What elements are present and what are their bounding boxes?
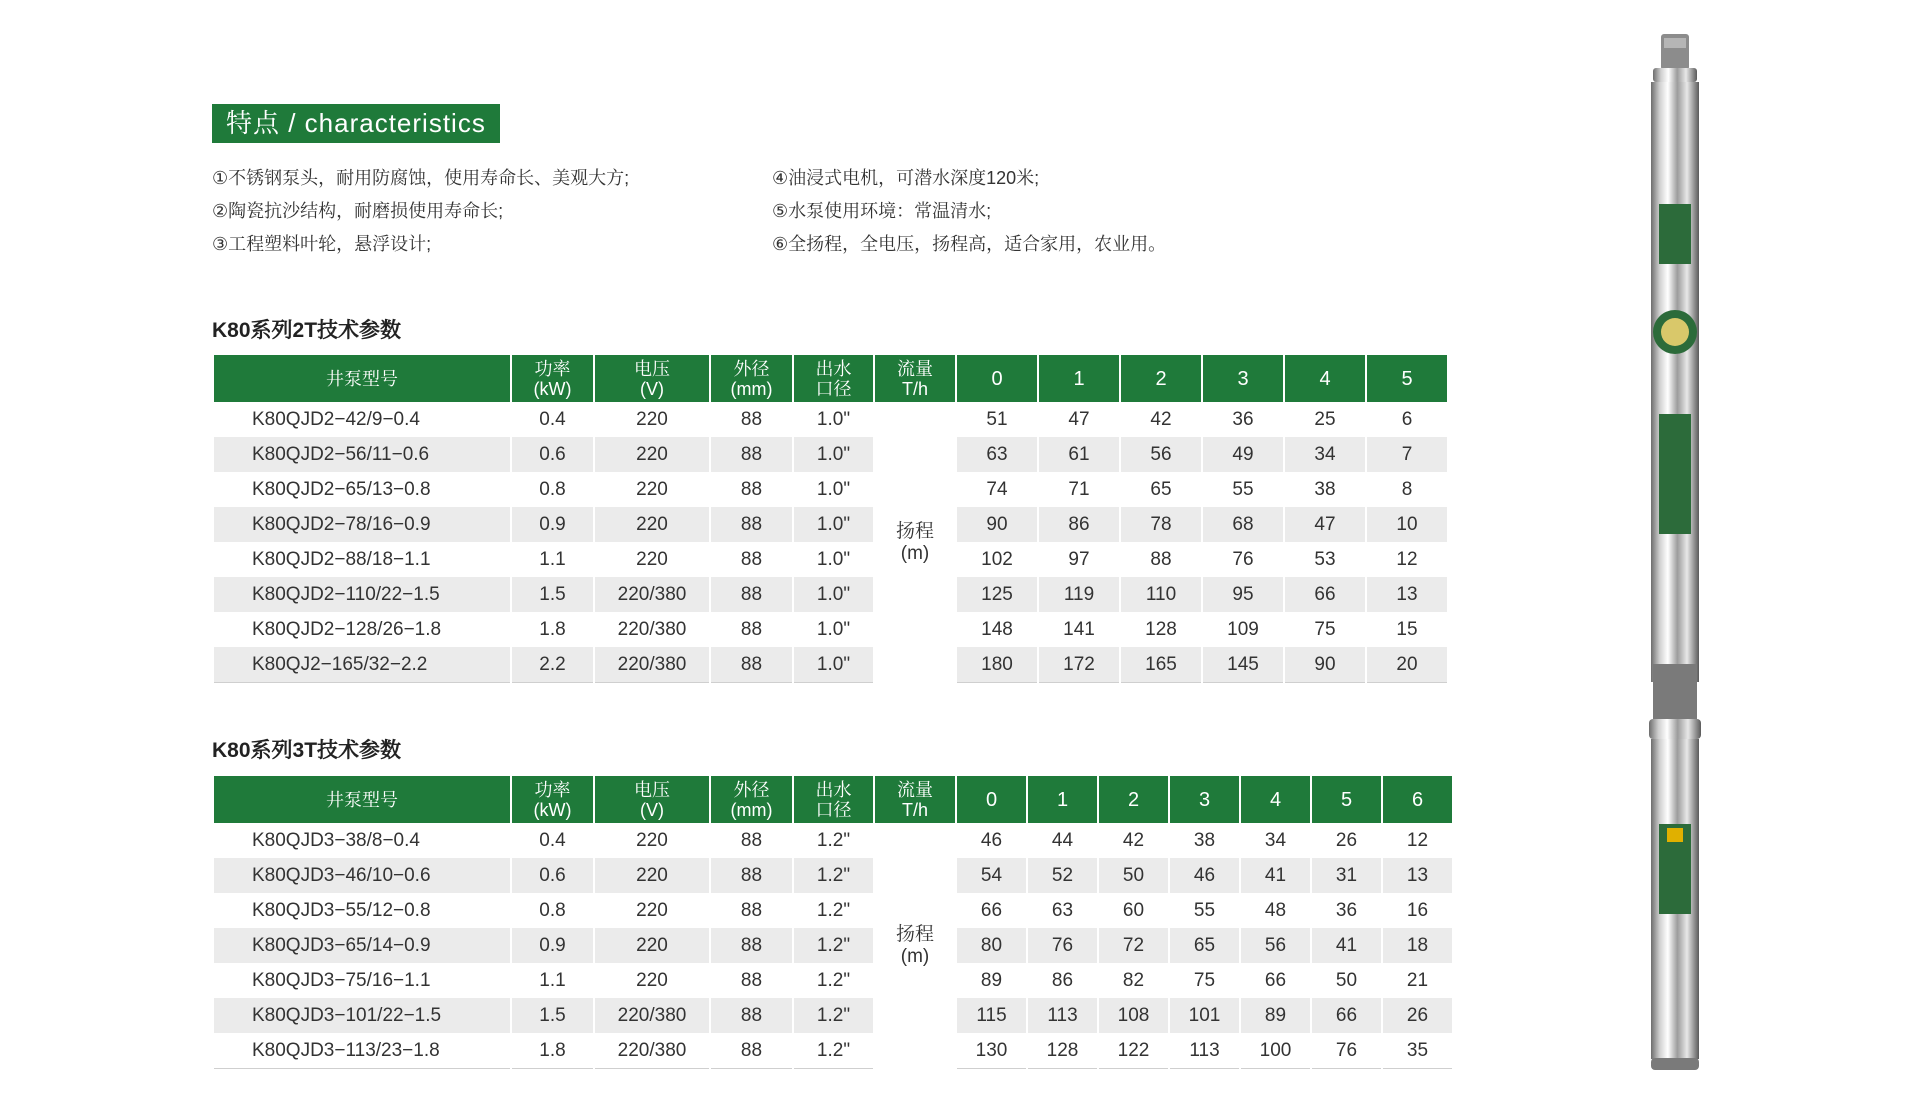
table-cell: 220 xyxy=(636,899,668,921)
table-cell: 56 xyxy=(1241,928,1310,963)
table-cell: K80QJD2−110/22−1.5 xyxy=(214,577,510,612)
table-cell: 26 xyxy=(1383,998,1452,1033)
table-cell: 141 xyxy=(1063,618,1095,640)
column-header: 0 xyxy=(957,776,1026,823)
table-cell: 6 xyxy=(1401,408,1413,430)
table-cell: 52 xyxy=(1028,858,1097,893)
table-cell: K80QJD2−42/9−0.4 xyxy=(252,408,420,430)
table-cell: 119 xyxy=(1039,577,1119,612)
table-cell: 1.8 xyxy=(539,618,566,640)
table-cell: 16 xyxy=(1406,899,1429,921)
table-row xyxy=(214,472,1447,507)
table-cell: 220/380 xyxy=(595,647,709,683)
table-cell: 47 xyxy=(1068,408,1090,430)
table-cell: 74 xyxy=(986,478,1008,500)
table-cell: 108 xyxy=(1099,998,1168,1033)
table-cell: 41 xyxy=(1241,858,1310,893)
table-cell: 220 xyxy=(636,969,668,991)
spec-table-3t xyxy=(212,776,1454,1069)
column-header: 功率 (kW) xyxy=(512,776,593,823)
table-cell: 75 xyxy=(1314,618,1336,640)
feature-item: ⑥全扬程，全电压，扬程高，适合家用，农业用。 xyxy=(772,234,1167,254)
table-cell: 90 xyxy=(957,507,1037,542)
table-cell: 1.0" xyxy=(794,647,873,683)
table-cell: 47 xyxy=(1285,507,1365,542)
column-header: 2 xyxy=(1121,355,1201,402)
table-cell: 220 xyxy=(636,829,668,851)
table-cell: 1.0" xyxy=(794,437,873,472)
table-cell: 102 xyxy=(981,548,1013,570)
table-cell: 72 xyxy=(1099,928,1168,963)
table-cell: 12 xyxy=(1406,829,1429,851)
table-cell: 1.2" xyxy=(794,998,873,1033)
table-row xyxy=(214,928,1452,963)
table-row xyxy=(214,577,1447,612)
table-cell: 49 xyxy=(1203,437,1283,472)
table-cell: 145 xyxy=(1203,647,1283,683)
table-cell: 26 xyxy=(1335,829,1358,851)
column-header: 电压 (V) xyxy=(595,355,709,402)
column-header: 5 xyxy=(1367,355,1447,402)
table-cell: 18 xyxy=(1383,928,1452,963)
table-cell: 88 xyxy=(711,507,792,542)
table-cell: 89 xyxy=(1241,998,1310,1033)
table-cell: 148 xyxy=(981,618,1013,640)
table-cell: 110 xyxy=(1121,577,1201,612)
table-cell: 0.6 xyxy=(512,858,593,893)
table-cell: 165 xyxy=(1121,647,1201,683)
table-cell: 88 xyxy=(1150,548,1172,570)
table-cell: 76 xyxy=(1028,928,1097,963)
column-header: 电压 (V) xyxy=(595,776,709,823)
table-row xyxy=(214,858,1452,893)
table-cell: 115 xyxy=(957,998,1026,1033)
table-cell: 220 xyxy=(595,437,709,472)
feature-list xyxy=(212,166,1212,257)
head-label: 扬程 (m) xyxy=(875,402,955,683)
table-header-row xyxy=(214,776,1452,823)
table-row xyxy=(214,963,1452,998)
table-cell: 42 xyxy=(1150,408,1172,430)
table-cell: 0.9 xyxy=(512,507,593,542)
column-header: 井泵型号 xyxy=(214,355,510,402)
table-cell: 55 xyxy=(1232,478,1254,500)
submersible-pump-illustration xyxy=(1645,34,1705,1070)
table-cell: 1.0" xyxy=(794,577,873,612)
table-row xyxy=(214,998,1452,1033)
table-cell: 66 xyxy=(1312,998,1381,1033)
table-cell: 60 xyxy=(1122,899,1145,921)
column-header: 流量 T/h xyxy=(875,776,955,823)
table-cell: 220/380 xyxy=(595,577,709,612)
column-header: 出水 口径 xyxy=(794,355,873,402)
table-cell: 46 xyxy=(1170,858,1239,893)
table-cell: 86 xyxy=(1039,507,1119,542)
table-cell: 1.0" xyxy=(816,478,851,500)
table-cell: K80QJD3−38/8−0.4 xyxy=(252,829,420,851)
table-cell: 15 xyxy=(1396,618,1418,640)
table-cell: K80QJD3−101/22−1.5 xyxy=(214,998,510,1033)
table-cell: 220 xyxy=(595,858,709,893)
table-cell: 1.1 xyxy=(539,548,566,570)
table-cell: 2.2 xyxy=(512,647,593,683)
table-cell: 71 xyxy=(1068,478,1090,500)
table-cell: 1.2" xyxy=(794,928,873,963)
table-cell: 80 xyxy=(957,928,1026,963)
column-header: 4 xyxy=(1241,776,1310,823)
table-row xyxy=(214,1033,1452,1069)
feature-item: ②陶瓷抗沙结构，耐磨损使用寿命长; xyxy=(212,201,504,221)
table-cell: 86 xyxy=(1051,969,1074,991)
table-cell: 109 xyxy=(1227,618,1259,640)
table-cell: 35 xyxy=(1383,1033,1452,1069)
table-cell: 113 xyxy=(1170,1033,1239,1069)
spec-table-2t xyxy=(212,355,1449,683)
column-header: 5 xyxy=(1312,776,1381,823)
table-cell: K80QJD2−78/16−0.9 xyxy=(214,507,510,542)
table-cell: 100 xyxy=(1241,1033,1310,1069)
table-cell: 0.4 xyxy=(539,829,566,851)
table-cell: 63 xyxy=(957,437,1037,472)
table-cell: 125 xyxy=(957,577,1037,612)
table-cell: 36 xyxy=(1335,899,1358,921)
table-row xyxy=(214,647,1447,683)
table-cell: 220 xyxy=(636,478,668,500)
table-cell: 36 xyxy=(1232,408,1254,430)
table-cell: 88 xyxy=(740,618,763,640)
table-cell: K80QJD2−128/26−1.8 xyxy=(252,618,442,640)
table-cell: 1.0" xyxy=(816,548,851,570)
table-cell: 54 xyxy=(957,858,1026,893)
table-cell: 1.0" xyxy=(816,618,851,640)
table-cell: 220 xyxy=(636,408,668,430)
table-cell: 1.0" xyxy=(816,408,851,430)
table-cell: K80QJD3−113/23−1.8 xyxy=(214,1033,510,1069)
table-cell: 78 xyxy=(1121,507,1201,542)
table-cell: 1.1 xyxy=(539,969,566,991)
table-cell: 1.2" xyxy=(816,969,851,991)
table-cell: 63 xyxy=(1051,899,1074,921)
table-cell: 88 xyxy=(740,548,763,570)
table-cell: 1.2" xyxy=(794,1033,873,1069)
feature-item: ④油浸式电机，可潜水深度120米; xyxy=(772,168,1040,188)
table-cell: K80QJD2−56/11−0.6 xyxy=(214,437,510,472)
column-header: 1 xyxy=(1028,776,1097,823)
table-cell: K80QJD2−88/18−1.1 xyxy=(252,548,431,570)
table-cell: 88 xyxy=(740,899,763,921)
table-cell: 220/380 xyxy=(595,998,709,1033)
column-header: 1 xyxy=(1039,355,1119,402)
table-cell: 1.2" xyxy=(816,899,851,921)
table-row xyxy=(214,402,1447,437)
table-cell: 50 xyxy=(1335,969,1358,991)
table-cell: 220/380 xyxy=(617,618,687,640)
table-row xyxy=(214,437,1447,472)
table-cell: 88 xyxy=(711,1033,792,1069)
table1-title: K80系列2T技术参数 xyxy=(212,319,402,342)
table-cell: 220 xyxy=(595,928,709,963)
table-cell: 75 xyxy=(1193,969,1216,991)
feature-item: ③工程塑料叶轮，悬浮设计; xyxy=(212,234,432,254)
table-cell: 88 xyxy=(740,478,763,500)
table-cell: 88 xyxy=(711,577,792,612)
table-cell: 95 xyxy=(1203,577,1283,612)
table-cell: 128 xyxy=(1028,1033,1097,1069)
table-cell: 46 xyxy=(980,829,1003,851)
table-cell: 13 xyxy=(1383,858,1452,893)
table-cell: 34 xyxy=(1285,437,1365,472)
table-cell: K80QJD3−75/16−1.1 xyxy=(252,969,431,991)
table-cell: 101 xyxy=(1170,998,1239,1033)
table-cell: 0.9 xyxy=(512,928,593,963)
table-cell: 44 xyxy=(1051,829,1074,851)
table-cell: 88 xyxy=(711,858,792,893)
table-cell: 34 xyxy=(1264,829,1287,851)
table-cell: 51 xyxy=(986,408,1008,430)
column-header: 3 xyxy=(1203,355,1283,402)
table-cell: 172 xyxy=(1039,647,1119,683)
table-cell: 76 xyxy=(1232,548,1254,570)
table-cell: 1.8 xyxy=(512,1033,593,1069)
table-cell: 7 xyxy=(1367,437,1447,472)
table-cell: 1.5 xyxy=(512,998,593,1033)
characteristics-badge: 特点 / characteristics xyxy=(212,104,500,143)
table-cell: 31 xyxy=(1312,858,1381,893)
table-cell: 128 xyxy=(1145,618,1177,640)
table-cell: 89 xyxy=(980,969,1003,991)
table-cell: 122 xyxy=(1099,1033,1168,1069)
table-cell: 220 xyxy=(595,507,709,542)
table-row xyxy=(214,823,1452,858)
table-cell: 1.2" xyxy=(816,829,851,851)
table-cell: 66 xyxy=(1285,577,1365,612)
table-cell: 113 xyxy=(1028,998,1097,1033)
table-cell: 38 xyxy=(1314,478,1336,500)
table-row xyxy=(214,893,1452,928)
table-cell: 55 xyxy=(1193,899,1216,921)
column-header: 2 xyxy=(1099,776,1168,823)
table-cell: 38 xyxy=(1193,829,1216,851)
table-cell: 21 xyxy=(1406,969,1429,991)
column-header: 6 xyxy=(1383,776,1452,823)
column-header: 出水 口径 xyxy=(794,776,873,823)
table-cell: 220/380 xyxy=(595,1033,709,1069)
table-cell: K80QJD3−65/14−0.9 xyxy=(214,928,510,963)
column-header: 流量 T/h xyxy=(875,355,955,402)
table-cell: 41 xyxy=(1312,928,1381,963)
table-cell: 65 xyxy=(1170,928,1239,963)
table-cell: 90 xyxy=(1285,647,1365,683)
table-cell: 0.8 xyxy=(539,899,566,921)
table-cell: K80QJD3−46/10−0.6 xyxy=(214,858,510,893)
table-header-row xyxy=(214,355,1447,402)
table-cell: 0.4 xyxy=(539,408,566,430)
table-cell: 88 xyxy=(711,998,792,1033)
table-cell: 12 xyxy=(1396,548,1418,570)
column-header: 井泵型号 xyxy=(214,776,510,823)
table-cell: 88 xyxy=(711,928,792,963)
table-row xyxy=(214,507,1447,542)
table2-title: K80系列3T技术参数 xyxy=(212,739,402,762)
column-header: 0 xyxy=(957,355,1037,402)
table-cell: 20 xyxy=(1367,647,1447,683)
column-header: 4 xyxy=(1285,355,1365,402)
column-header: 功率 (kW) xyxy=(512,355,593,402)
column-header: 外径 (mm) xyxy=(711,776,792,823)
table-cell: 130 xyxy=(957,1033,1026,1069)
table-cell: 48 xyxy=(1264,899,1287,921)
table-cell: 1.0" xyxy=(794,507,873,542)
table-cell: K80QJ2−165/32−2.2 xyxy=(214,647,510,683)
table-cell: 88 xyxy=(740,408,763,430)
feature-item: ⑤水泵使用环境：常温清水; xyxy=(772,201,992,221)
table-cell: 61 xyxy=(1039,437,1119,472)
table-cell: 8 xyxy=(1401,478,1413,500)
column-header: 外径 (mm) xyxy=(711,355,792,402)
table-cell: 42 xyxy=(1122,829,1145,851)
table-cell: 97 xyxy=(1068,548,1090,570)
table-cell: 68 xyxy=(1203,507,1283,542)
table-cell: 10 xyxy=(1367,507,1447,542)
table-cell: 88 xyxy=(740,829,763,851)
table-cell: 180 xyxy=(957,647,1037,683)
table-row xyxy=(214,612,1447,647)
table-cell: 0.8 xyxy=(539,478,566,500)
table-cell: 66 xyxy=(1264,969,1287,991)
table-cell: 1.5 xyxy=(512,577,593,612)
table-cell: 50 xyxy=(1099,858,1168,893)
table-cell: 82 xyxy=(1122,969,1145,991)
table-cell: 65 xyxy=(1150,478,1172,500)
feature-item: ①不锈钢泵头，耐用防腐蚀，使用寿命长、美观大方; xyxy=(212,168,630,188)
table-cell: 56 xyxy=(1121,437,1201,472)
table-cell: 220 xyxy=(636,548,668,570)
table-cell: 53 xyxy=(1314,548,1336,570)
head-label: 扬程 (m) xyxy=(875,823,955,1069)
table-cell: K80QJD3−55/12−0.8 xyxy=(252,899,431,921)
table-cell: 25 xyxy=(1314,408,1336,430)
table-row xyxy=(214,542,1447,577)
table-cell: 88 xyxy=(711,647,792,683)
table-cell: K80QJD2−65/13−0.8 xyxy=(252,478,431,500)
table-cell: 88 xyxy=(740,969,763,991)
table-cell: 13 xyxy=(1367,577,1447,612)
table-cell: 1.2" xyxy=(794,858,873,893)
column-header: 3 xyxy=(1170,776,1239,823)
table-cell: 0.6 xyxy=(512,437,593,472)
table-cell: 76 xyxy=(1312,1033,1381,1069)
table-cell: 66 xyxy=(980,899,1003,921)
table-cell: 88 xyxy=(711,437,792,472)
